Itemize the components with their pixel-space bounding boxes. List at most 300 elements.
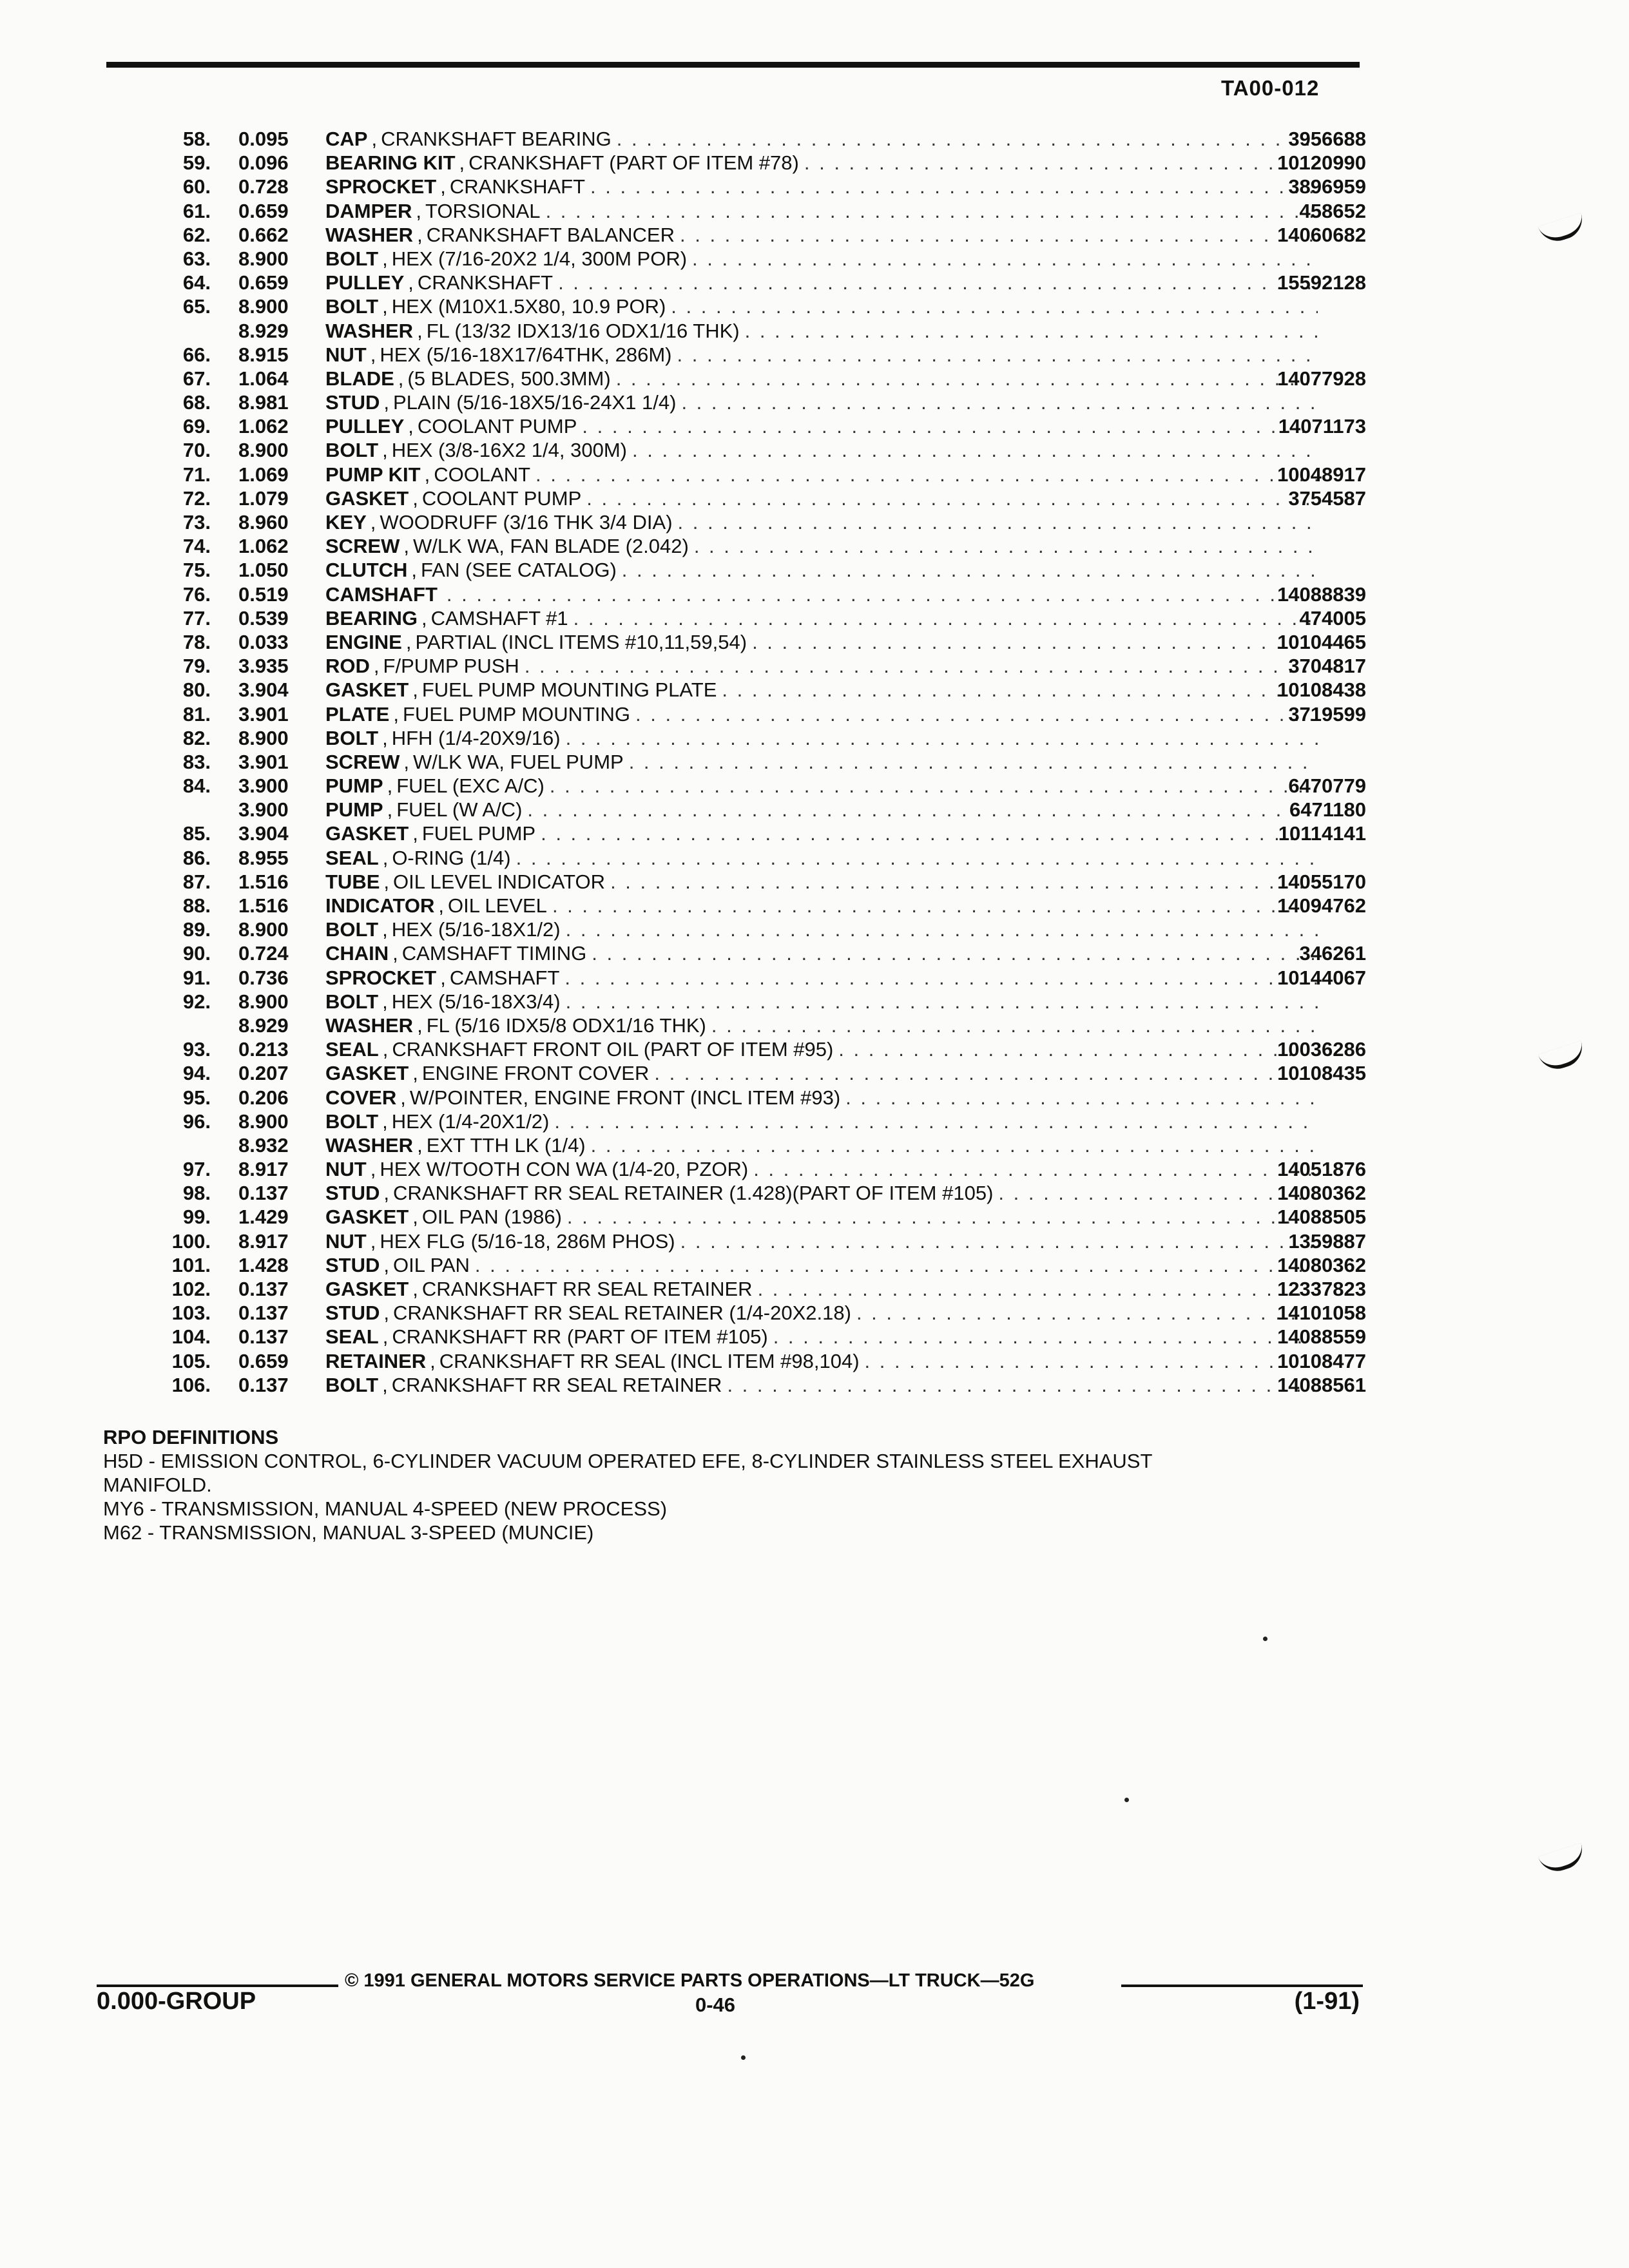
part-number: 14060682 [1277,223,1366,246]
dot-leader [566,918,1318,941]
footer-date: (1-91) [1294,1988,1360,2015]
part-name: WASHER [325,223,414,246]
part-detail: TORSIONAL [425,199,541,222]
part-number: 10144067 [1277,966,1366,989]
group-number: 8.900 [238,726,289,749]
part-name: BOLT [325,1373,379,1396]
item-number: 104. [171,1325,211,1349]
part-number: 458652 [1299,199,1366,222]
part-number: 14094762 [1277,894,1366,917]
part-row [103,1277,1366,1301]
part-row [103,774,1366,798]
part-row [103,918,1366,941]
name-separator: , [403,750,410,773]
document-code: TA00-012 [1221,76,1320,100]
part-description [325,654,1318,678]
part-detail: CRANKSHAFT BALANCER [426,223,675,246]
part-detail: CRANKSHAFT (PART OF ITEM #78) [468,151,799,175]
part-detail: W/LK WA, FUEL PUMP [413,750,624,773]
name-separator: , [417,319,423,342]
part-name: STUD [325,1182,380,1205]
item-number: 80. [182,678,211,702]
item-number: 91. [182,966,211,989]
item-number: 101. [171,1253,211,1276]
part-row [103,367,1366,390]
part-name: WASHER [325,1014,414,1037]
group-number: 3.901 [238,702,289,726]
item-number: 75. [182,559,211,582]
part-description [325,199,1318,223]
part-description [325,702,1318,726]
item-number: 86. [182,846,211,869]
group-number: 0.095 [238,128,289,150]
part-row [103,966,1366,990]
group-number: 1.516 [238,894,289,917]
part-row [103,630,1366,654]
part-row [103,223,1366,247]
group-number: 1.516 [238,870,289,893]
part-name: INDICATOR [325,894,435,917]
group-number: 0.213 [238,1038,289,1061]
name-separator: , [382,918,388,941]
name-separator: , [387,774,393,798]
part-description [325,510,1318,534]
part-detail: HEX (5/16-18X1/2) [391,918,561,941]
part-detail: CAMSHAFT [449,966,560,989]
item-number: 68. [182,391,211,414]
name-separator: , [382,1038,389,1061]
item-number: 105. [171,1349,211,1372]
dot-leader [591,1133,1318,1157]
part-number: 10036286 [1277,1038,1366,1061]
part-number: 3754587 [1288,486,1366,510]
item-number: 99. [182,1206,211,1229]
name-separator: , [383,1302,390,1325]
name-separator: , [382,1110,388,1133]
part-row [103,199,1366,223]
binder-mark [1538,1843,1587,1876]
name-separator: , [412,1062,418,1085]
part-detail: FL (5/16 IDX5/8 ODX1/16 THK) [426,1014,706,1037]
part-name: STUD [325,1253,380,1276]
part-detail: COOLANT [434,463,531,486]
part-name: BOLT [325,990,379,1013]
item-number: 87. [182,870,211,893]
footer-copyright: © 1991 GENERAL MOTORS SERVICE PARTS OPERATIONS—LT TRUCK—52G [345,1970,1035,1991]
part-name: GASKET [325,822,409,845]
part-number: 346261 [1299,942,1366,965]
dot-leader [567,1205,1318,1229]
dot-leader [535,463,1318,486]
name-separator: , [382,1325,389,1349]
group-number: 3.904 [238,822,289,845]
rpo-line: MY6 - TRANSMISSION, MANUAL 4-SPEED (NEW PROCESS) [103,1497,668,1520]
part-detail: HEX (7/16-20X2 1/4, 300M POR) [391,247,688,270]
part-detail: CRANKSHAFT RR (PART OF ITEM #105) [392,1325,768,1349]
group-number: 1.079 [238,486,289,510]
name-separator: , [440,966,446,989]
item-number: 97. [182,1158,211,1181]
dot-leader [447,582,1318,606]
part-description [325,1277,1318,1301]
dot-leader [552,894,1318,918]
part-description [325,1205,1318,1229]
name-separator: , [417,1133,423,1157]
dot-leader [541,822,1318,845]
part-description [325,606,1318,630]
part-detail: W/POINTER, ENGINE FRONT (INCL ITEM #93) [409,1086,841,1109]
item-number: 77. [182,606,211,629]
name-separator: , [383,1182,390,1205]
part-row [103,558,1366,582]
item-number: 89. [182,918,211,941]
part-name: BOLT [325,726,379,749]
item-number: 106. [171,1373,211,1396]
part-description [325,1253,1318,1277]
item-number: 74. [182,535,211,558]
group-number: 0.137 [238,1373,289,1396]
part-name: PUMP [325,798,383,822]
item-number: 69. [182,415,211,438]
speck [1124,1798,1129,1802]
part-description [325,1061,1318,1085]
dot-leader [592,941,1318,965]
group-number: 8.929 [238,1014,289,1037]
part-description [325,774,1318,798]
group-number: 0.137 [238,1182,289,1205]
item-number: 71. [182,463,211,486]
part-row [103,534,1366,558]
part-name: GASKET [325,1062,409,1085]
group-number: 1.429 [238,1206,289,1229]
part-detail: HEX W/TOOTH CON WA (1/4-20, PZOR) [380,1158,749,1181]
part-name: GASKET [325,1206,409,1229]
name-separator: , [382,990,388,1013]
name-separator: , [382,247,388,270]
part-name: BOLT [325,247,379,270]
group-number: 0.206 [238,1086,289,1109]
part-row [103,822,1366,845]
group-number: 8.900 [238,1110,289,1133]
part-description [325,414,1318,438]
part-description [325,1133,1318,1157]
dot-leader [582,414,1318,438]
dot-leader [558,271,1318,294]
group-number: 8.915 [238,343,289,366]
part-name: ROD [325,655,370,678]
group-number: 8.900 [238,295,289,318]
name-separator: , [430,1349,436,1372]
dot-leader [554,1110,1318,1133]
part-description [325,822,1318,845]
part-number: 10114141 [1278,822,1366,845]
rpo-line: H5D - EMISSION CONTROL, 6-CYLINDER VACUUM OPERATED EFE, 8-CYLINDER STAINLESS STEEL EXHAUST [103,1450,1153,1472]
group-number: 8.955 [238,846,289,869]
part-row [103,654,1366,678]
part-number: 14088505 [1277,1206,1366,1229]
dot-leader [586,486,1318,510]
part-name: SEAL [325,1325,379,1349]
part-row [103,1086,1366,1110]
part-name: BOLT [325,295,379,318]
group-number: 8.932 [238,1133,289,1157]
part-description [325,918,1318,941]
dot-leader [677,343,1318,367]
part-name: SCREW [325,750,400,773]
part-detail: OIL PAN [393,1253,470,1276]
group-number: 0.519 [238,582,289,606]
dot-leader [610,870,1318,894]
item-number: 60. [182,175,211,198]
part-detail: HEX (1/4-20X1/2) [391,1110,550,1133]
footer-rule-right [1121,1984,1363,1987]
item-number: 88. [182,894,211,917]
binder-mark [1538,213,1587,246]
item-number: 65. [182,295,211,318]
dot-leader [622,558,1318,582]
part-number: 10108438 [1277,678,1366,702]
item-number: 66. [182,343,211,366]
part-name: KEY [325,511,367,533]
group-number: 8.900 [238,990,289,1013]
group-number: 8.929 [238,319,289,342]
group-number: 3.904 [238,678,289,702]
part-name: NUT [325,1229,367,1253]
part-description [325,294,1318,318]
part-number: 10120990 [1277,151,1366,175]
name-separator: , [370,1158,376,1181]
part-number: 14088561 [1277,1373,1366,1396]
footer-group: 0.000-GROUP [97,1988,256,2015]
dot-leader [475,1253,1318,1277]
rpo-line: MANIFOLD. [103,1474,212,1496]
part-name: WASHER [325,1133,414,1157]
part-row [103,1157,1366,1181]
part-number: 14088559 [1277,1325,1366,1349]
name-separator: , [424,463,430,486]
item-number: 90. [182,942,211,965]
part-detail: FUEL (EXC A/C) [396,774,545,798]
group-number: 0.736 [238,966,289,989]
part-description [325,1157,1318,1181]
group-number: 0.137 [238,1302,289,1325]
name-separator: , [412,822,418,845]
part-name: RETAINER [325,1349,427,1372]
item-number: 67. [182,367,211,390]
item-number: 76. [182,582,211,606]
part-row [103,1110,1366,1133]
part-name: NUT [325,1158,367,1181]
name-separator: , [383,870,390,893]
part-name: SEAL [325,1038,379,1061]
part-detail: CRANKSHAFT RR SEAL RETAINER (1/4-20X2.18) [393,1302,851,1325]
name-separator: , [421,606,427,629]
part-name: PULLEY [325,415,405,438]
part-detail: OIL PAN (1986) [421,1206,562,1229]
group-number: 0.659 [238,199,289,222]
part-name: STUD [325,1302,380,1325]
part-description [325,1349,1318,1373]
dot-leader [678,510,1318,534]
part-detail: CAMSHAFT TIMING [401,942,587,965]
part-name: SPROCKET [325,175,437,198]
part-detail: CRANKSHAFT [417,271,554,294]
part-name: CHAIN [325,942,389,965]
part-number: 6470779 [1288,774,1366,798]
group-number: 1.064 [238,367,289,390]
group-number: 0.662 [238,223,289,246]
name-separator: , [383,391,390,414]
part-name: PUMP [325,774,383,798]
part-row [103,151,1366,175]
part-number: 10108435 [1277,1062,1366,1085]
dot-leader [681,390,1318,414]
part-name: STUD [325,391,380,414]
part-description [325,1110,1318,1133]
part-detail: FL (13/32 IDX13/16 ODX1/16 THK) [426,319,740,342]
binder-mark [1538,1041,1587,1074]
top-rule [106,62,1360,68]
part-row [103,846,1366,870]
part-detail: HEX (M10X1.5X80, 10.9 POR) [391,295,666,318]
name-separator: , [382,726,388,749]
part-description [325,1181,1318,1205]
item-number: 61. [182,199,211,222]
group-number: 0.659 [238,271,289,294]
name-separator: , [382,1373,388,1396]
item-number: 62. [182,223,211,246]
item-number: 94. [182,1062,211,1085]
name-separator: , [382,439,388,462]
part-detail: HEX (3/8-16X2 1/4, 300M) [391,439,627,462]
part-description [325,1037,1318,1061]
part-row [103,870,1366,894]
part-row [103,750,1366,774]
part-name: ENGINE [325,630,402,653]
item-number: 83. [182,750,211,773]
part-name: CAMSHAFT [325,582,438,606]
part-detail: PARTIAL (INCL ITEMS #10,11,59,54) [415,630,747,653]
part-row [103,1349,1366,1373]
name-separator: , [403,535,410,558]
part-detail: PLAIN (5/16-18X5/16-24X1 1/4) [393,391,677,414]
group-number: 0.096 [238,151,289,175]
name-separator: , [405,630,412,653]
item-number: 92. [182,990,211,1013]
name-separator: , [370,1229,376,1253]
name-separator: , [438,894,444,917]
part-row [103,1373,1366,1397]
group-number: 3.900 [238,774,289,798]
part-row [103,438,1366,462]
dot-leader [616,367,1318,390]
name-separator: , [370,343,376,366]
name-separator: , [417,1014,423,1037]
part-name: DAMPER [325,199,412,222]
part-detail: HFH (1/4-20X9/16) [391,726,561,749]
part-name: BOLT [325,439,379,462]
part-description [325,870,1318,894]
item-number: 102. [171,1278,211,1300]
part-number: 3704817 [1288,655,1366,678]
part-name: CLUTCH [325,559,408,582]
group-number: 8.917 [238,1229,289,1253]
part-row [103,319,1366,343]
name-separator: , [400,1086,406,1109]
item-number: 81. [182,702,211,726]
part-row [103,271,1366,294]
item-number: 63. [182,247,211,270]
part-description [325,846,1318,870]
part-description [325,1014,1318,1037]
dot-leader [550,774,1318,798]
part-description [325,1086,1318,1110]
group-number: 0.659 [238,1349,289,1372]
part-detail: O-RING (1/4) [392,846,511,869]
part-name: GASKET [325,1278,409,1300]
part-name: BEARING [325,606,418,629]
part-row [103,678,1366,702]
name-separator: , [383,1253,390,1276]
item-number: 84. [182,774,211,798]
group-number: 1.050 [238,559,289,582]
part-description [325,941,1318,965]
name-separator: , [416,199,421,222]
part-detail: CRANKSHAFT RR SEAL RETAINER (1.428)(PART OF ITEM #105) [393,1182,994,1205]
part-number: 10104465 [1277,630,1366,653]
part-detail: (5 BLADES, 500.3MM) [407,367,611,390]
part-detail: HEX FLG (5/16-18, 286M PHOS) [380,1229,675,1253]
part-row [103,1061,1366,1085]
part-name: BOLT [325,918,379,941]
part-description [325,1373,1318,1397]
item-number: 70. [182,439,211,462]
name-separator: , [412,1278,418,1300]
dot-leader [745,319,1318,343]
name-separator: , [370,511,376,533]
dot-leader [566,990,1318,1014]
item-number: 79. [182,655,211,678]
part-description [325,750,1318,774]
group-number: 3.901 [238,750,289,773]
item-number: 72. [182,486,211,510]
name-separator: , [440,175,446,198]
dot-leader [629,750,1318,774]
part-detail: CRANKSHAFT BEARING [381,128,612,150]
dot-leader [574,606,1318,630]
part-name: WASHER [325,319,414,342]
part-description [325,247,1318,271]
part-number: 3719599 [1288,702,1366,726]
dot-leader [527,798,1318,822]
item-number: 64. [182,271,211,294]
part-detail: WOODRUFF (3/16 THK 3/4 DIA) [380,511,673,533]
speck [1263,1637,1268,1641]
part-detail: CAMSHAFT #1 [430,606,568,629]
name-separator: , [398,367,404,390]
dot-leader [566,726,1318,750]
name-separator: , [412,486,418,510]
part-description [325,367,1318,390]
part-number: 14077928 [1277,367,1366,390]
part-row [103,702,1366,726]
part-description [325,438,1318,462]
part-name: PULLEY [325,271,405,294]
part-description [325,678,1318,702]
part-detail: OIL LEVEL [447,894,547,917]
group-number: 1.062 [238,535,289,558]
part-description [325,151,1318,175]
